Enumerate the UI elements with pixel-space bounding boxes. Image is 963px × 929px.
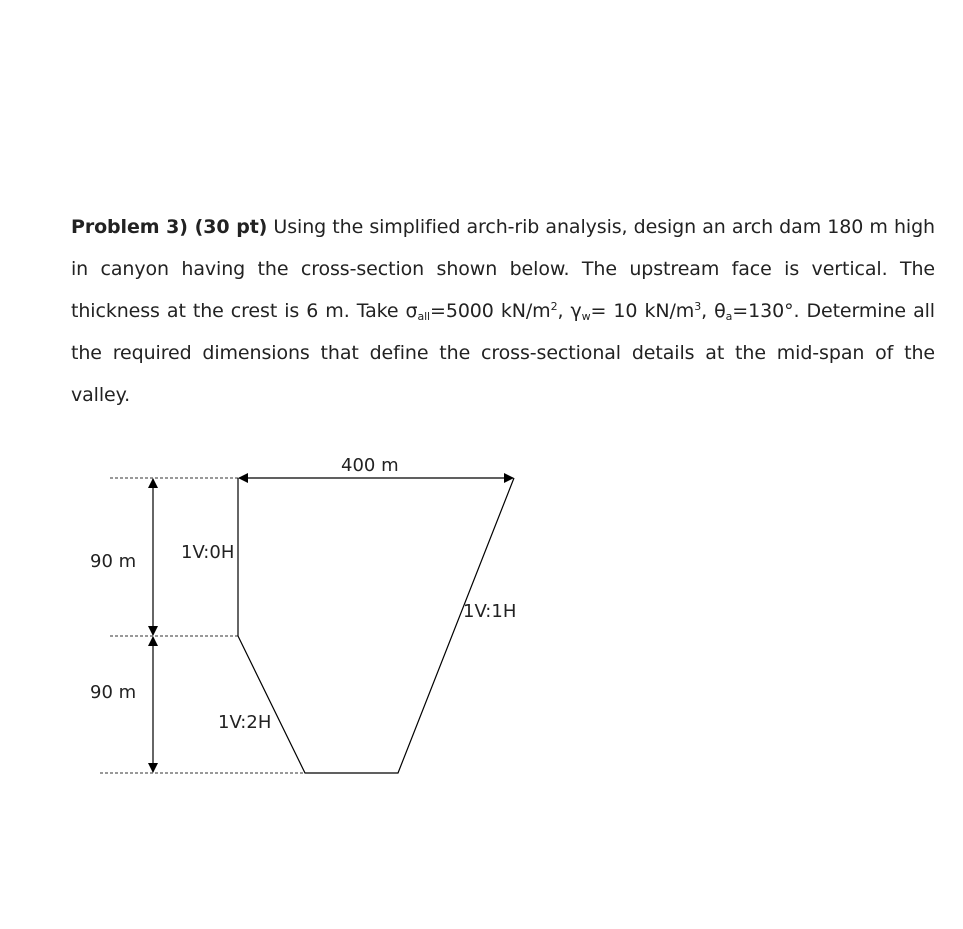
problem-text-1: Using the simplified arch-rib analysis, design an arch dam 180 m high in canyon having the cross-section shown below. The upstream face is vertical. The thickness at the crest is 6 m. Take xyxy=(71,216,935,322)
gamma-value: = 10 kN/m xyxy=(590,300,695,322)
gamma-subscript: w xyxy=(581,310,591,323)
sigma-subscript: all xyxy=(417,310,431,323)
theta-subscript: a xyxy=(725,310,733,323)
lower-height-label: 90 m xyxy=(90,682,137,703)
sigma-value: =5000 kN/m xyxy=(430,300,551,322)
upper-left-slope-label: 1V:0H xyxy=(181,542,235,563)
gamma-unit-exponent: 3 xyxy=(694,300,702,313)
theta-value: =130° xyxy=(732,300,794,322)
separator-1: , xyxy=(557,300,571,322)
separator-2: , xyxy=(701,300,715,322)
sigma-symbol: σ xyxy=(405,300,418,322)
sigma-unit-exponent: 2 xyxy=(550,300,558,313)
top-width-label: 400 m xyxy=(341,455,399,476)
gamma-symbol: γ xyxy=(570,300,582,322)
problem-text-2: . Determine all the required dimensions that define the cross-sectional details at the mid-span of the valley. xyxy=(71,300,935,406)
canyon-profile-outline xyxy=(238,478,517,773)
right-slope-label: 1V:1H xyxy=(463,601,517,622)
theta-symbol: θ xyxy=(714,300,726,322)
problem-heading: Problem 3) (30 pt) xyxy=(71,216,268,238)
lower-left-slope-label: 1V:2H xyxy=(218,712,272,733)
upper-height-label: 90 m xyxy=(90,551,137,572)
